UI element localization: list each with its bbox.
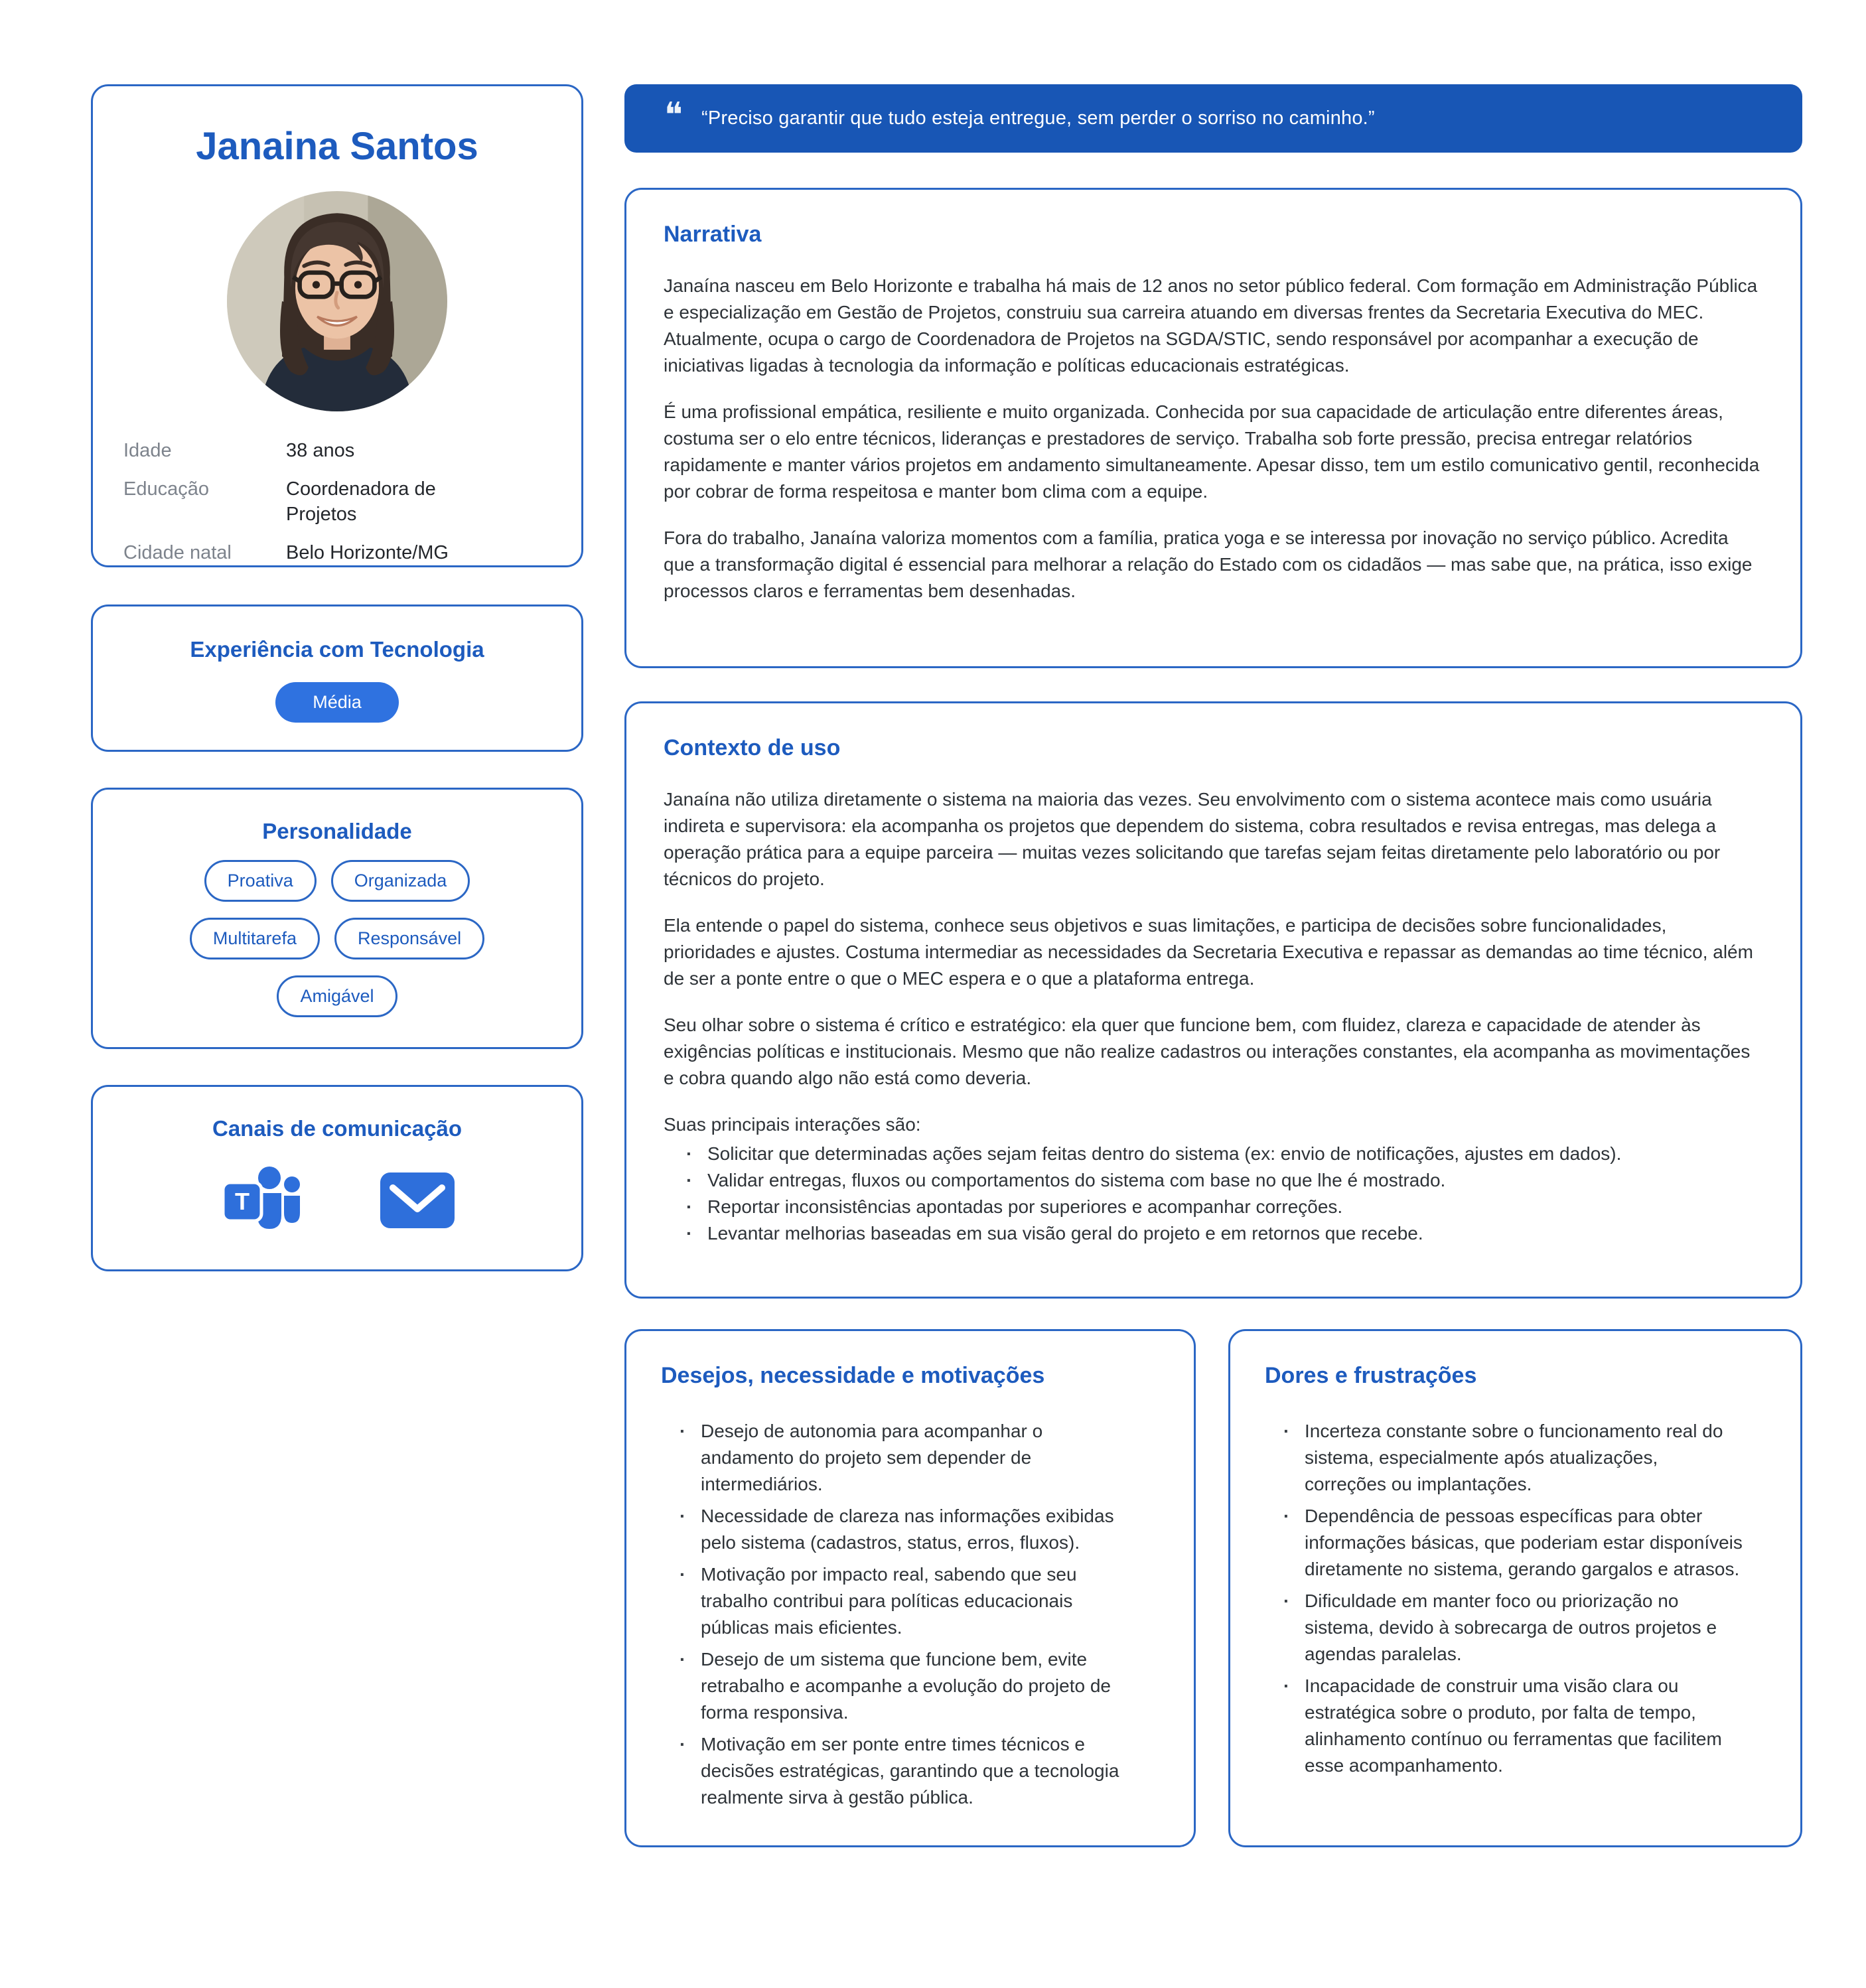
communication-channels-card bbox=[91, 1085, 583, 1271]
list-item: · Desejo de autonomia para acompanhar o andamento do projeto sem depender de intermediários. bbox=[674, 1418, 1139, 1498]
desires-list bbox=[661, 1418, 1159, 1811]
channel-icons bbox=[93, 1163, 581, 1237]
persona-name: Janaina Santos bbox=[196, 125, 478, 168]
desires-title: Desejos, necessidade e motivações bbox=[661, 1363, 1045, 1388]
usage-context-card bbox=[624, 701, 1802, 1299]
quote-icon: ❝ bbox=[664, 96, 683, 135]
detail-label: Educação bbox=[123, 478, 209, 500]
personality-row-1 bbox=[93, 860, 581, 902]
list-item: · Levantar melhorias baseadas em sua visão geral do projeto e em retornos que recebe. bbox=[681, 1220, 1763, 1247]
list-item: · Desejo de um sistema que funcione bem, evite retrabalho e acompanhe a evolução do projeto de forma responsiva. bbox=[674, 1646, 1139, 1726]
detail-row-hometown bbox=[123, 540, 561, 565]
list-item: · Necessidade de clareza nas informações exibidas pelo sistema (cadastros, status, erros, fluxos). bbox=[674, 1503, 1139, 1556]
list-item: · Dependência de pessoas específicas para obter informações básicas, que poderiam estar disponíveis diretamente no sistema, gerando gargalos e atrasos. bbox=[1278, 1503, 1743, 1583]
bottom-row bbox=[624, 1329, 1802, 1847]
trait-badge: Multitarefa bbox=[190, 918, 320, 959]
interactions-list bbox=[664, 1141, 1763, 1247]
narrative-card bbox=[624, 188, 1802, 668]
left-column bbox=[91, 84, 583, 1271]
email-icon bbox=[378, 1168, 457, 1232]
personality-card bbox=[91, 788, 583, 1049]
trait-badge: Proativa bbox=[204, 860, 317, 902]
detail-label: Cidade natal bbox=[123, 542, 232, 563]
list-item: · Incapacidade de construir uma visão clara ou estratégica sobre o produto, por falta de tempo, alinhamento contínuo ou ferramentas que facilitem esse acompanhamento. bbox=[1278, 1673, 1743, 1779]
profile-card bbox=[91, 84, 583, 567]
interactions-intro: Suas principais interações são: bbox=[664, 1114, 921, 1135]
trait-badge: Amigável bbox=[277, 975, 397, 1017]
narrative-paragraph: É uma profissional empática, resiliente e muito organizada. Conhecida por sua capacidade de articulação entre diferentes áreas, costuma ser o elo entre técnicos, lideranças e prestadores de serviço. Trabalha sob forte pressão, precisa entregar relatórios rapidamente e manter vários projetos em andamento simultaneamente. Apesar disso, tem um estilo comunicativo gentil, reconhecida por cobrar de forma respeitosa e manter bom clima com a equipe. bbox=[664, 401, 1760, 502]
detail-value: Belo Horizonte/MG bbox=[286, 542, 449, 563]
list-item: · Motivação em ser ponte entre times técnicos e decisões estratégicas, garantindo que a tecnologia realmente sirva à gestão pública. bbox=[674, 1731, 1139, 1811]
list-item: · Incerteza constante sobre o funcionamento real do sistema, especialmente após atualizações, correções ou implantações. bbox=[1278, 1418, 1743, 1498]
avatar bbox=[227, 191, 447, 411]
detail-label: Idade bbox=[123, 440, 172, 461]
profile-details bbox=[123, 438, 561, 565]
usage-context-paragraph: Ela entende o papel do sistema, conhece seus objetivos e suas limitações, e participa de decisões sobre funcionalidades, prioridades e ajustes. Costuma intermediar as necessidades da Secretaria Executiva e repassar as demandas ao time técnico, além de ser a ponte entre o que o MEC espera e o que a plataforma entrega. bbox=[664, 915, 1753, 989]
trait-badge: Responsável bbox=[334, 918, 484, 959]
usage-context-paragraph: Janaína não utiliza diretamente o sistema na maioria das vezes. Seu envolvimento com o sistema acontece mais como usuária indireta e supervisora: ela acompanha os projetos que dependem do sistema, cobra resultados e revisa entregas, mas delega a operação prática para a equipe parceira — muitas vezes solicitando que tarefas sejam feitas diretamente pelo laboratório ou por técnicos do projeto. bbox=[664, 789, 1721, 889]
detail-row-age bbox=[123, 438, 561, 463]
trait-badge: Organizada bbox=[331, 860, 470, 902]
desires-card bbox=[624, 1329, 1196, 1847]
pains-title: Dores e frustrações bbox=[1265, 1363, 1477, 1388]
pains-list bbox=[1265, 1418, 1766, 1779]
personality-row-3 bbox=[93, 975, 581, 1017]
usage-context-paragraph: Seu olhar sobre o sistema é crítico e estratégico: ela quer que funcione bem, com fluidez, clareza e capacidade de atender às exigências políticas e institucionais. Mesmo que não realize cadastros ou interações constantes, ela acompanha as movimentações e cobra quando algo não está como deveria. bbox=[664, 1015, 1751, 1088]
communication-channels-title: Canais de comunicação bbox=[212, 1116, 462, 1141]
tech-experience-title: Experiência com Tecnologia bbox=[190, 637, 484, 662]
svg-text:T: T bbox=[235, 1188, 250, 1215]
tech-experience-card bbox=[91, 604, 583, 752]
usage-context-title: Contexto de uso bbox=[664, 735, 841, 760]
list-item: · Solicitar que determinadas ações sejam feitas dentro do sistema (ex: envio de notificações, ajustes em dados). bbox=[681, 1141, 1763, 1167]
narrative-paragraph: Janaína nasceu em Belo Horizonte e trabalha há mais de 12 anos no setor público federal. Com formação em Administração Pública e especialização em Gestão de Projetos, construiu sua carreira atuando em diversas frentes da Secretaria Executiva do MEC. Atualmente, ocupa o cargo de Coordenadora de Projetos na SGDA/STIC, sendo responsável por acompanhar a execução de iniciativas ligadas à tecnologia da informação e políticas educacionais estratégicas. bbox=[664, 275, 1758, 376]
list-item: · Validar entregas, fluxos ou comportamentos do sistema com base no que lhe é mostrado. bbox=[681, 1167, 1763, 1194]
detail-value: 38 anos bbox=[286, 440, 355, 461]
quote-text: “Preciso garantir que tudo esteja entregue, sem perder o sorriso no caminho.” bbox=[701, 107, 1375, 129]
list-item: · Reportar inconsistências apontadas por superiores e acompanhar correções. bbox=[681, 1194, 1763, 1220]
microsoft-teams-icon bbox=[218, 1163, 305, 1237]
list-item: · Motivação por impacto real, sabendo que seu trabalho contribui para políticas educacionais públicas mais eficientes. bbox=[674, 1561, 1139, 1641]
tech-experience-level-badge: Média bbox=[275, 682, 399, 723]
pains-card bbox=[1228, 1329, 1802, 1847]
personality-row-2 bbox=[93, 918, 581, 959]
narrative-title: Narrativa bbox=[664, 222, 762, 247]
detail-value: Coordenadora de Projetos bbox=[286, 478, 436, 525]
personality-title: Personalidade bbox=[262, 819, 412, 843]
list-item: · Dificuldade em manter foco ou priorização no sistema, devido à sobrecarga de outros projetos e agendas paralelas. bbox=[1278, 1588, 1743, 1668]
narrative-paragraph: Fora do trabalho, Janaína valoriza momentos com a família, pratica yoga e se interessa por inovação no serviço público. Acredita que a transformação digital é essencial para melhorar a relação do Estado com os cidadãos — mas sabe que, na prática, isso exige processos claros e ferramentas bem desenhadas. bbox=[664, 528, 1753, 601]
detail-row-education bbox=[123, 476, 561, 527]
right-column bbox=[624, 84, 1802, 1847]
quote-banner bbox=[624, 84, 1802, 153]
profile-photo bbox=[227, 191, 447, 411]
